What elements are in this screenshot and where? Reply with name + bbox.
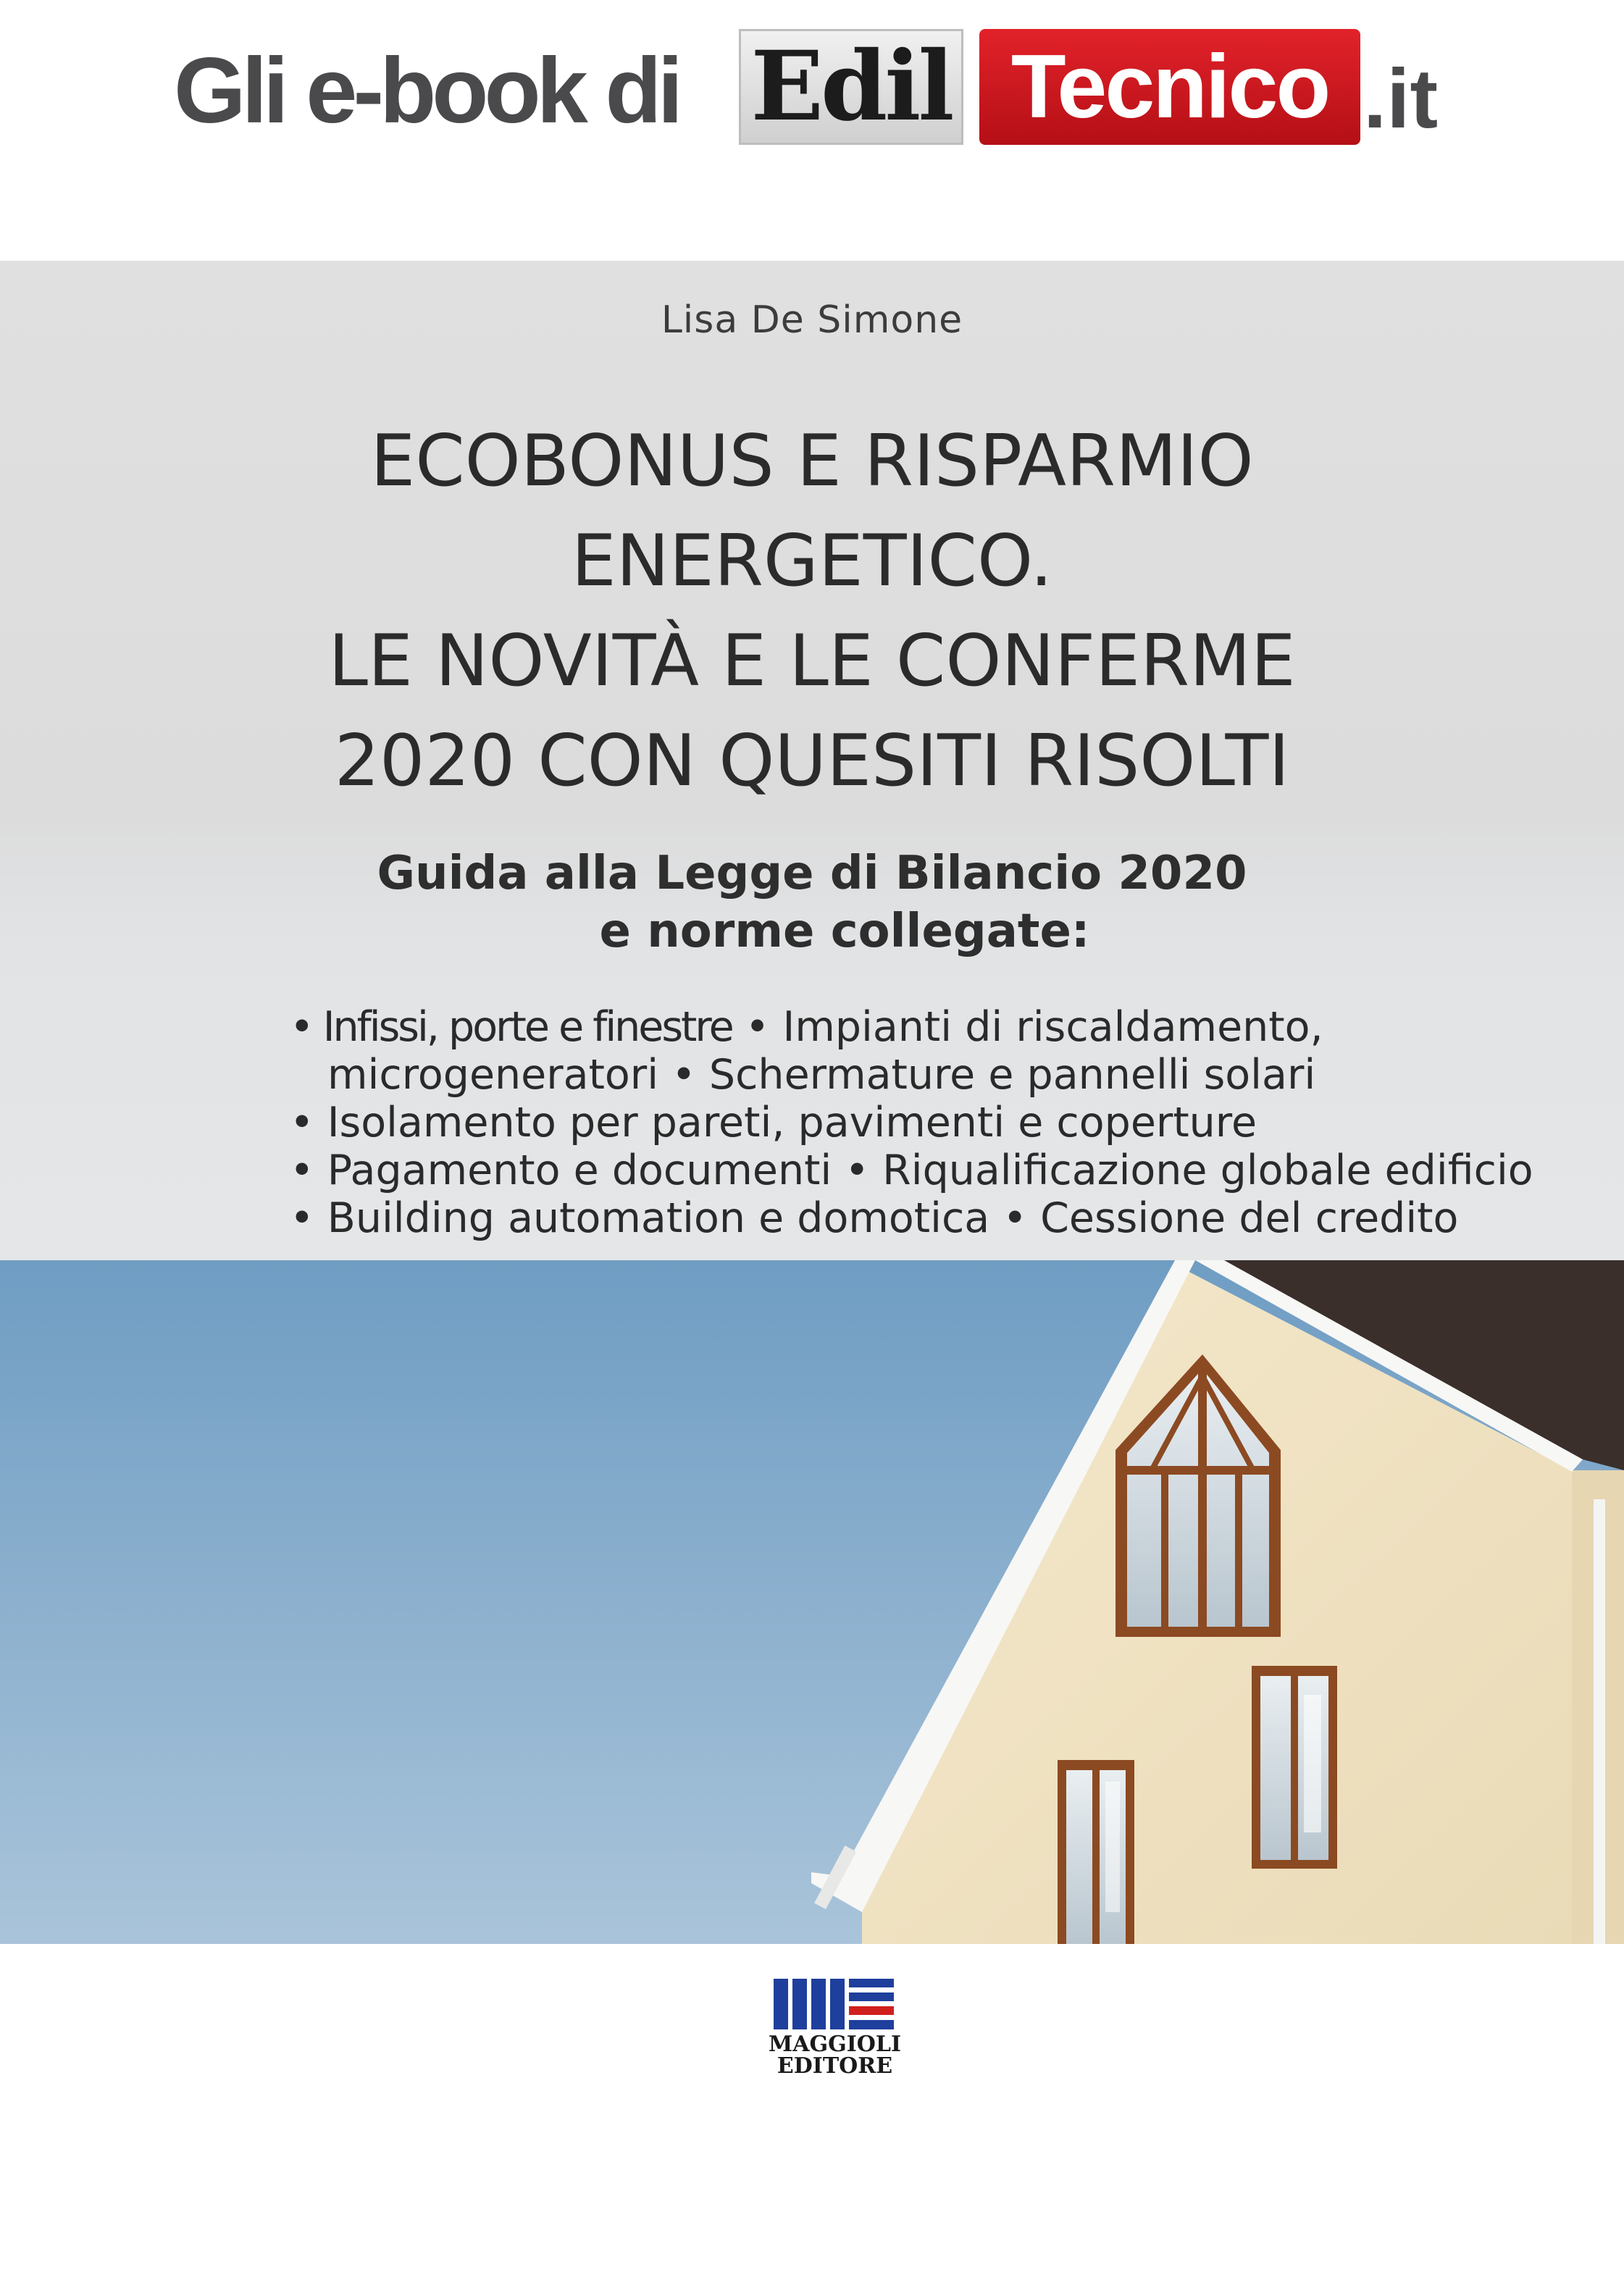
topic-text: • Infissi, porte e finestre: [290, 1003, 732, 1051]
topic-line: microgeneratori • Schermature e pannelli solari: [327, 1051, 1316, 1099]
house-photo: [0, 1260, 1624, 1944]
book-title: [0, 411, 1624, 811]
title-line: ENERGETICO.: [571, 520, 1053, 603]
topic-line: [290, 1003, 1608, 1051]
house-illustration: [0, 1260, 1624, 1944]
author-name: Lisa De Simone: [661, 298, 963, 342]
subtitle-line: Guida alla Legge di Bilancio 2020: [377, 847, 1247, 900]
publisher-name-line: MAGGIOLI: [768, 2032, 902, 2057]
window-right: [1252, 1666, 1337, 1869]
brand-suffix: .it: [1363, 51, 1439, 146]
topic-text: • Impianti di riscaldamento,: [732, 1003, 1323, 1051]
title-line: LE NOVITÀ E LE CONFERME: [328, 620, 1296, 703]
publisher-name: [746, 2034, 924, 2077]
subtitle-line: e norme collegate:: [599, 905, 1090, 958]
brand-edil-logo: Edil: [739, 29, 963, 145]
topics-list: [290, 1003, 1608, 1242]
topic-line: • Isolamento per pareti, pavimenti e coperture: [290, 1099, 1257, 1147]
publisher-name-line: EDITORE: [777, 2053, 893, 2079]
window-left: [1058, 1760, 1134, 1944]
downpipe: [1594, 1499, 1605, 1944]
brand-header: [0, 0, 1624, 174]
topic-line: • Building automation e domotica • Cessione del credito: [290, 1194, 1459, 1242]
title-line: ECOBONUS E RISPARMIO: [370, 420, 1254, 503]
topic-line: • Pagamento e documenti • Riqualificazione globale edificio: [290, 1147, 1533, 1194]
brand-tecnico-logo: Tecnico: [979, 29, 1360, 145]
title-line: 2020 CON QUESITI RISOLTI: [334, 720, 1290, 803]
brand-prefix: Gli e-book di: [174, 39, 679, 143]
book-subtitle: [0, 845, 1624, 960]
